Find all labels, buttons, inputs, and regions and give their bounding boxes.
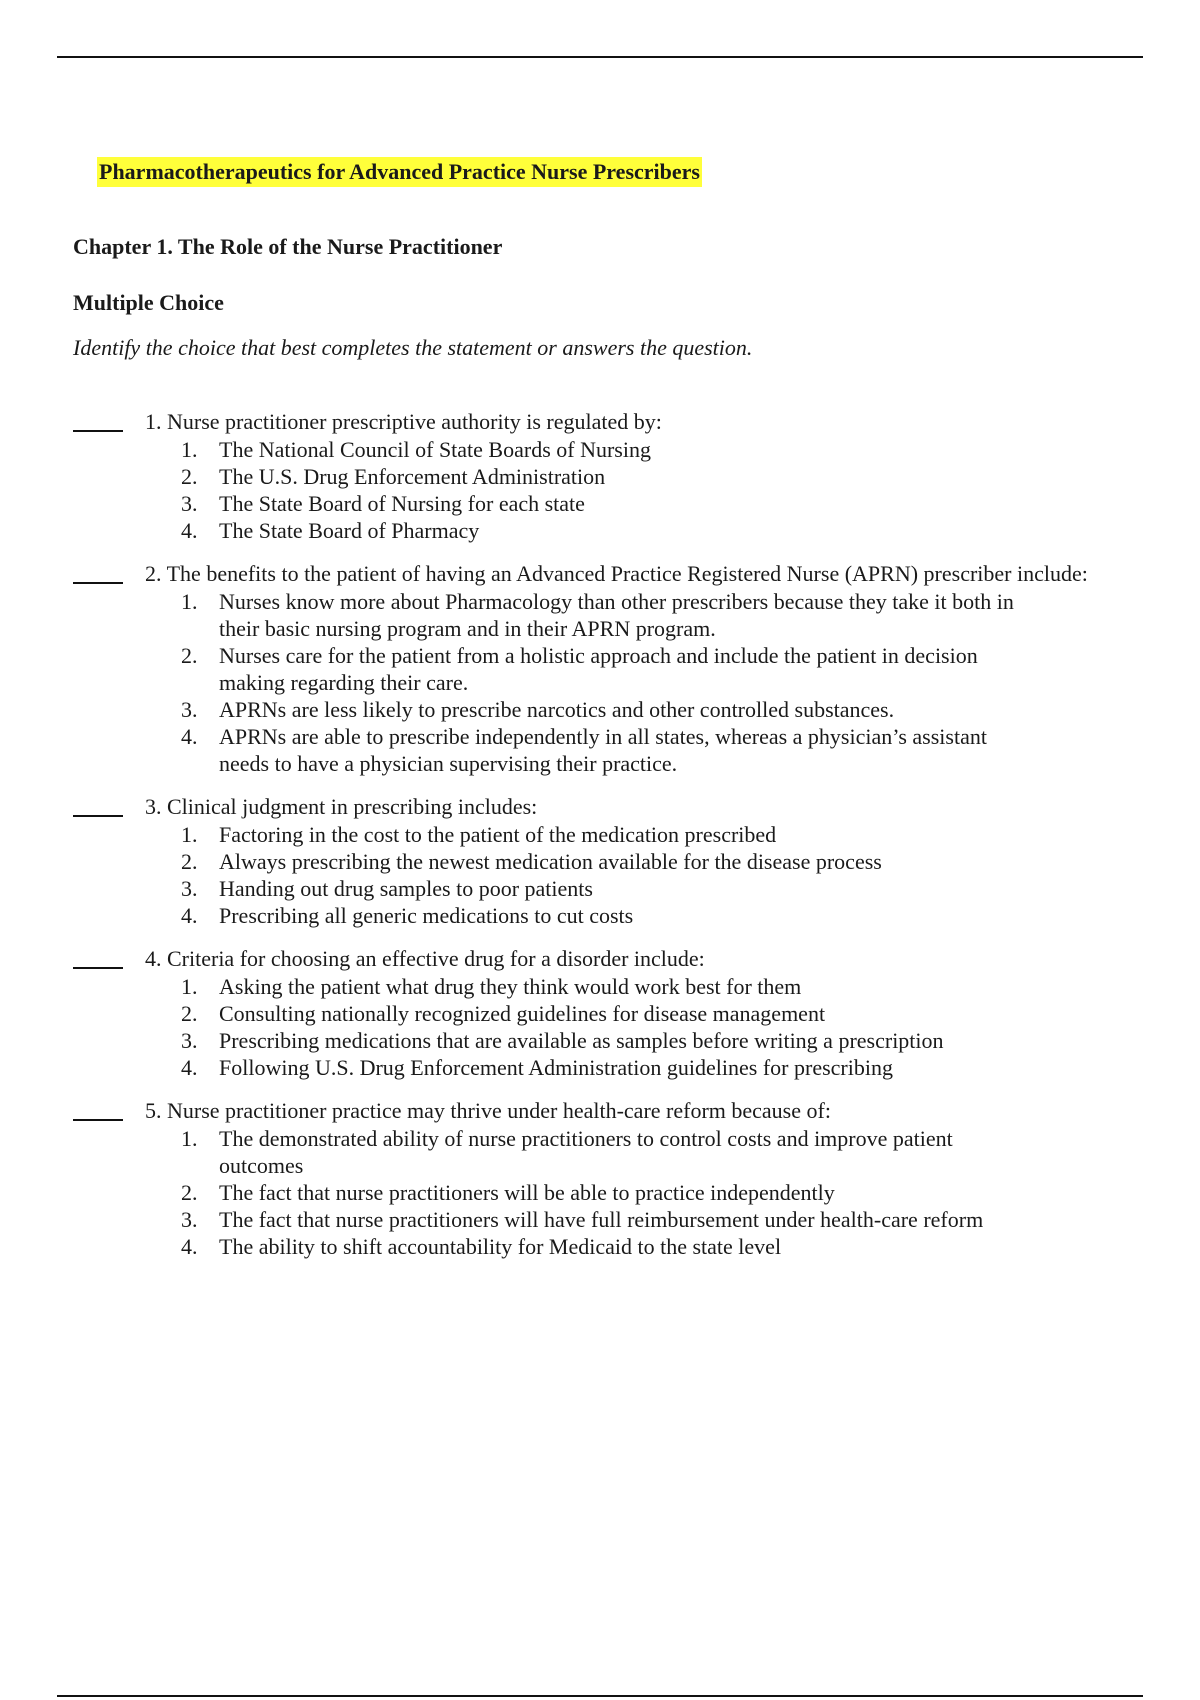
option-list [181, 821, 1113, 929]
option-number: 2. [181, 643, 198, 668]
option-number: 1. [181, 974, 198, 999]
document-title: Pharmacotherapeutics for Advanced Practice Nurse Prescribers [97, 157, 702, 187]
option-list [181, 436, 1113, 544]
question-text: Nurse practitioner prescriptive authority is regulated by: [167, 409, 662, 434]
question-number: 3. [145, 794, 162, 819]
option-item [181, 723, 1019, 777]
option-number: 3. [181, 491, 198, 516]
option-text: Prescribing medications that are available as samples before writing a prescription [219, 1028, 944, 1053]
option-item [181, 436, 1019, 463]
instructions-text: Identify the choice that best completes the statement or answers the question. [73, 335, 753, 360]
option-item [181, 1000, 1019, 1027]
question-stem [145, 560, 1113, 588]
option-item [181, 1027, 1019, 1054]
question-stem [145, 945, 1113, 973]
question-text: The benefits to the patient of having an Advanced Practice Registered Nurse (APRN) prescriber include: [166, 561, 1088, 586]
answer-blank[interactable] [73, 1119, 123, 1121]
question-stem [145, 408, 1113, 436]
question-3 [73, 793, 1113, 929]
option-list [181, 973, 1113, 1081]
question-stem [145, 1097, 1113, 1125]
option-item [181, 490, 1019, 517]
option-text: The demonstrated ability of nurse practitioners to control costs and improve patient outcomes [219, 1126, 953, 1178]
option-item [181, 821, 1019, 848]
question-number: 5. [145, 1098, 162, 1123]
option-text: The U.S. Drug Enforcement Administration [219, 464, 606, 489]
option-item [181, 1206, 1019, 1233]
option-text: Asking the patient what drug they think would work best for them [219, 974, 802, 999]
option-number: 1. [181, 437, 198, 462]
question-text: Criteria for choosing an effective drug for a disorder include: [167, 946, 705, 971]
option-text: The State Board of Pharmacy [219, 518, 480, 543]
question-number: 4. [145, 946, 162, 971]
option-item [181, 848, 1019, 875]
option-number: 4. [181, 903, 198, 928]
question-text: Clinical judgment in prescribing includes: [167, 794, 538, 819]
question-number: 1. [145, 409, 162, 434]
option-item [181, 517, 1019, 544]
option-number: 1. [181, 822, 198, 847]
question-text: Nurse practitioner practice may thrive under health-care reform because of: [167, 1098, 831, 1123]
option-text: The ability to shift accountability for Medicaid to the state level [219, 1234, 782, 1259]
option-text: Prescribing all generic medications to cut costs [219, 903, 634, 928]
question-number: 2. [145, 561, 162, 586]
answer-blank[interactable] [73, 582, 123, 584]
answer-blank[interactable] [73, 967, 123, 969]
option-text: The National Council of State Boards of Nursing [219, 437, 651, 462]
answer-blank[interactable] [73, 430, 123, 432]
option-item [181, 1179, 1019, 1206]
option-number: 4. [181, 724, 198, 749]
option-number: 2. [181, 849, 198, 874]
option-number: 4. [181, 1234, 198, 1259]
top-divider [57, 56, 1143, 58]
option-text: The State Board of Nursing for each state [219, 491, 585, 516]
option-item [181, 588, 1019, 642]
option-number: 2. [181, 464, 198, 489]
option-list [181, 1125, 1113, 1260]
option-item [181, 642, 1019, 696]
option-number: 3. [181, 876, 198, 901]
option-number: 4. [181, 518, 198, 543]
chapter-heading: Chapter 1. The Role of the Nurse Practitioner [73, 234, 503, 259]
option-text: Nurses care for the patient from a holistic approach and include the patient in decision making regarding their care. [219, 643, 978, 695]
option-item [181, 875, 1019, 902]
option-text: Factoring in the cost to the patient of the medication prescribed [219, 822, 777, 847]
option-number: 2. [181, 1001, 198, 1026]
option-number: 3. [181, 1207, 198, 1232]
option-text: The fact that nurse practitioners will have full reimbursement under health-care reform [219, 1207, 984, 1232]
option-item [181, 1054, 1019, 1081]
option-text: APRNs are able to prescribe independently in all states, whereas a physician’s assistant needs to have a physician supervising their practice. [219, 724, 987, 776]
option-text: The fact that nurse practitioners will be able to practice independently [219, 1180, 835, 1205]
section-heading: Multiple Choice [73, 290, 224, 315]
option-number: 1. [181, 1126, 198, 1151]
option-list [181, 588, 1113, 777]
option-text: Always prescribing the newest medication available for the disease process [219, 849, 882, 874]
option-text: Consulting nationally recognized guidelines for disease management [219, 1001, 826, 1026]
option-text: Handing out drug samples to poor patients [219, 876, 593, 901]
option-text: Nurses know more about Pharmacology than other prescribers because they take it both in their basic nursing program and in their APRN program. [219, 589, 1014, 641]
option-item [181, 902, 1019, 929]
question-stem [145, 793, 1113, 821]
option-item [181, 1233, 1019, 1260]
option-number: 1. [181, 589, 198, 614]
question-4 [73, 945, 1113, 1081]
option-text: APRNs are less likely to prescribe narcotics and other controlled substances. [219, 697, 895, 722]
answer-blank[interactable] [73, 815, 123, 817]
option-number: 3. [181, 697, 198, 722]
option-number: 4. [181, 1055, 198, 1080]
question-5 [73, 1097, 1113, 1260]
option-number: 2. [181, 1180, 198, 1205]
question-2 [73, 560, 1113, 777]
option-number: 3. [181, 1028, 198, 1053]
option-item [181, 463, 1019, 490]
option-item [181, 696, 1019, 723]
option-item [181, 973, 1019, 1000]
option-text: Following U.S. Drug Enforcement Administration guidelines for prescribing [219, 1055, 893, 1080]
question-list [73, 408, 1113, 1276]
question-1 [73, 408, 1113, 544]
option-item [181, 1125, 1019, 1179]
bottom-divider [57, 1695, 1143, 1697]
